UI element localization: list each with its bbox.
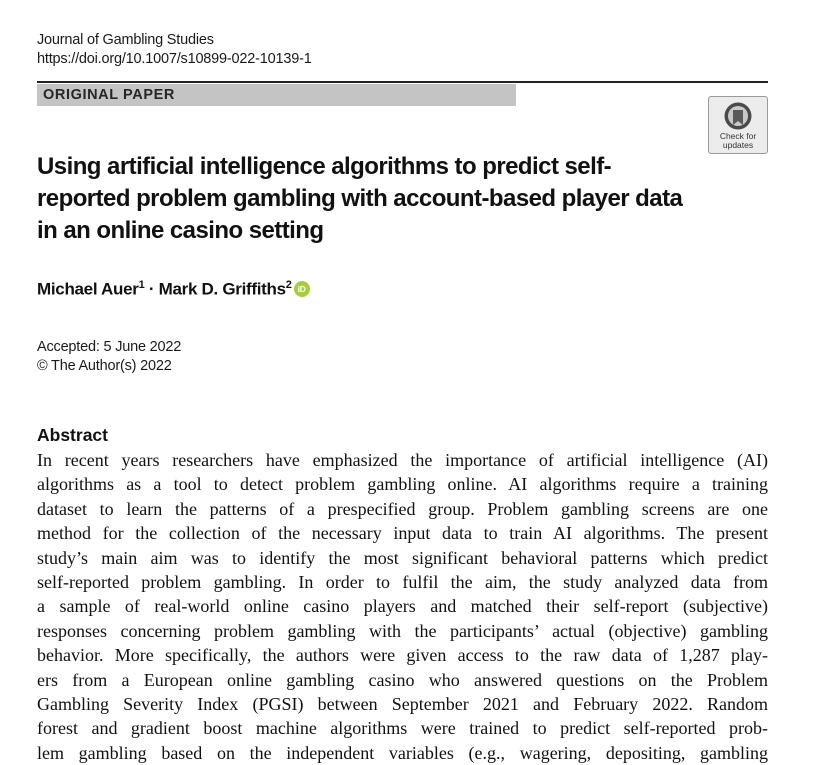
badge-line-1: Check for	[719, 131, 757, 141]
title-line: Using artificial intelligence algorithms to predict self-	[37, 153, 612, 180]
badge-line-2: updates	[722, 140, 754, 150]
abstract-line: study’s main aim was to identify the most significant behavioral patterns which predict	[37, 547, 768, 568]
author-list	[37, 279, 310, 300]
check-for-updates-button[interactable]	[708, 96, 768, 154]
publication-dates	[37, 338, 181, 376]
abstract-line: a sample of real-world online casino players and matched their self-report (subjective)	[37, 596, 768, 617]
abstract-line: forest and gradient boost machine algorithms were trained to predict self-reported prob-	[37, 718, 768, 739]
abstract-line: lem gambling based on the independent variables (e.g., wagering, depositing, gambling	[37, 742, 768, 763]
abstract-line: dataset to learn the patterns of a prespecified group. Problem gambling screens are one	[37, 498, 768, 519]
abstract-line: responses concerning problem gambling with the participants’ actual (objective) gambling	[37, 620, 768, 641]
abstract-line: Gambling Severity Index (PGSI) between September 2021 and February 2022. Random	[37, 694, 768, 715]
copyright-line: © The Author(s) 2022	[37, 358, 172, 374]
title-line: reported problem gambling with account-based player data	[37, 185, 683, 212]
author-name[interactable]: Michael Auer	[37, 279, 139, 299]
abstract-line: behavior. More specifically, the authors were given access to the raw data of 1,287 play-	[37, 645, 768, 666]
journal-info	[37, 31, 312, 69]
doi-link[interactable]: https://doi.org/10.1007/s10899-022-10139-1	[37, 51, 312, 67]
author-name[interactable]: Mark D. Griffiths	[158, 279, 286, 299]
abstract-heading: Abstract	[37, 425, 108, 445]
abstract-line: algorithms as a tool to detect problem gambling online. AI algorithms require a training	[37, 474, 768, 495]
orcid-icon[interactable]: iD	[294, 281, 310, 297]
abstract-text	[37, 448, 768, 765]
abstract-line: method for the collection of the necessary input data to train AI algorithms. The present	[37, 523, 768, 544]
paper-title	[37, 151, 737, 247]
abstract-line: ers from a European online gambling casino who answered questions on the Problem	[37, 669, 768, 690]
badge-label	[709, 132, 767, 150]
accepted-date: Accepted: 5 June 2022	[37, 339, 182, 355]
abstract-line: In recent years researchers have emphasized the importance of artificial intelligence (AI)	[37, 450, 768, 470]
check-for-updates-icon	[723, 101, 753, 131]
title-line: in an online casino setting	[37, 217, 324, 244]
affiliation-marker[interactable]: 2	[285, 279, 292, 291]
abstract-line: self-reported problem gambling. In order to fulfil the aim, the study analyzed data from	[37, 572, 768, 593]
journal-name: Journal of Gambling Studies	[37, 32, 214, 48]
affiliation-marker[interactable]: 1	[138, 279, 145, 291]
header-rule	[37, 81, 768, 83]
article-type-banner: ORIGINAL PAPER	[37, 84, 516, 106]
author-separator: ·	[144, 279, 159, 299]
